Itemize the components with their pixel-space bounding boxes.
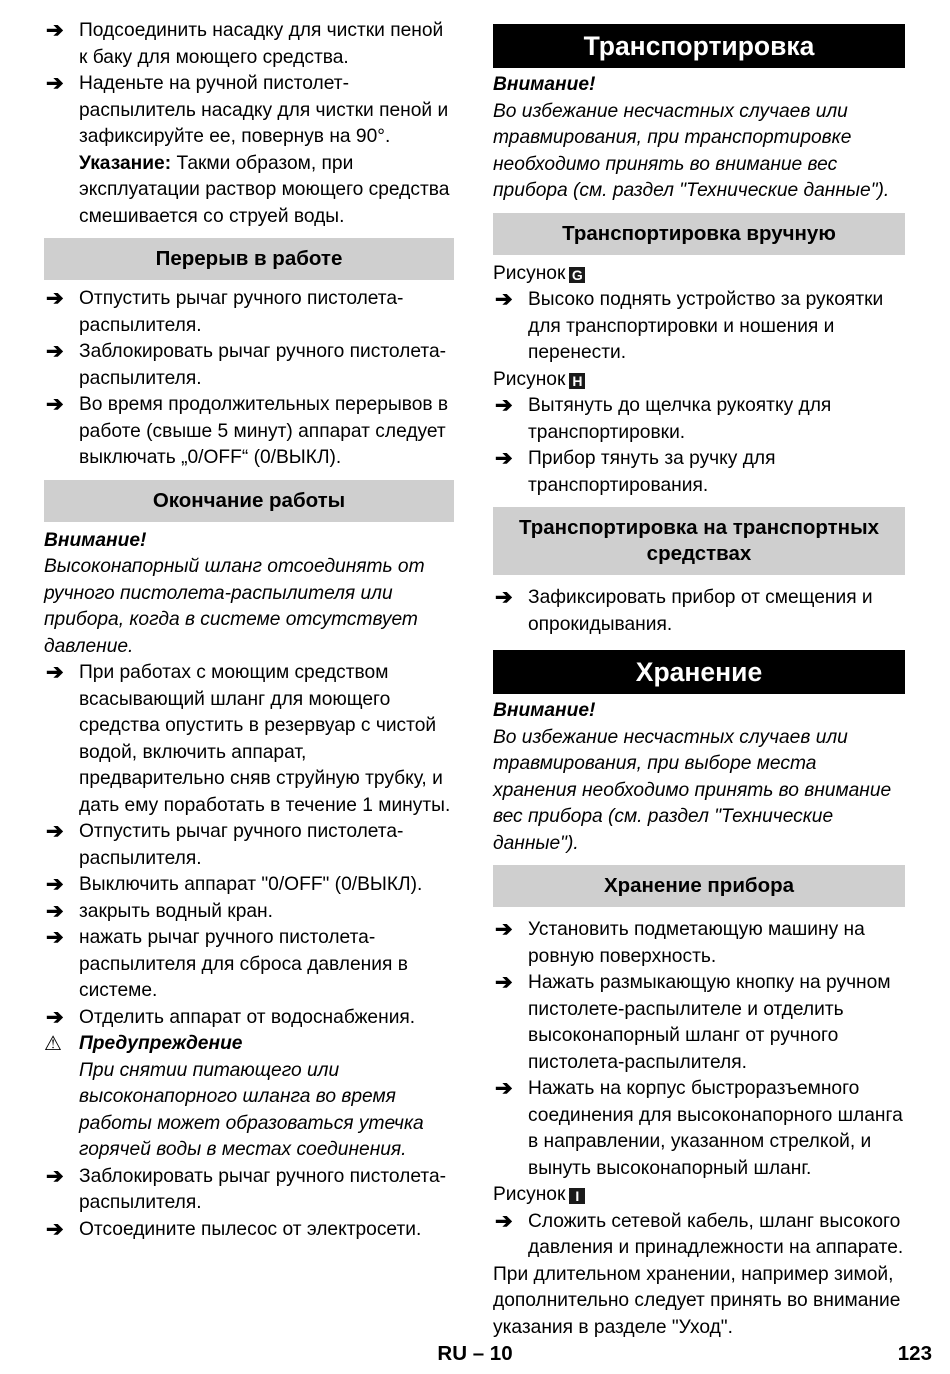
attention-label: Внимание! (44, 529, 147, 551)
arrow-icon: ➔ (46, 1217, 64, 1241)
list-item: ➔ Зафиксировать прибор от смещения и опрокидывания. (495, 586, 873, 635)
attention-label: Внимание! (493, 74, 596, 95)
warning-text: При снятии питающего или высоконапорного шланга во время работы может образоваться утечка горячей воды в местах соединения. (79, 1059, 424, 1160)
arrow-icon: ➔ (46, 820, 64, 843)
arrow-icon: ➔ (495, 394, 513, 417)
list-item: ➔ Установить подметающую машину на ровную поверхность. (495, 918, 865, 967)
list-item: ➔ Нажать размыкающую кнопку на ручном пистолете-распылителе и отделить высоконапорный шланг от ручного пистолета-распылителя. (495, 971, 891, 1073)
list-item: ➔ Выключить аппарат "0/OFF" (0/ВЫКЛ). (44, 872, 454, 899)
attention-text: Высоконапорный шланг отсоединять от ручного пистолета-распылителя или прибора, когда в системе отсутствует давление. (44, 556, 425, 657)
section-heading-pause: Перерыв в работе (44, 238, 454, 280)
list-item: ➔ закрыть водный кран. (44, 899, 454, 926)
arrow-icon: ➔ (46, 340, 64, 363)
section-heading-storage: Хранение (493, 650, 905, 694)
note-text: Такми образом, при эксплуатации раствор моющего средства смешивается со струей воды. (79, 152, 450, 227)
arrow-icon: ➔ (46, 72, 64, 95)
list-item: ➔ Нажать на корпус быстроразъемного соединения для высоконапорного шланга в направлении, указанном стрелкой, и вынуть высоконапорный шланг. (495, 1077, 903, 1179)
list-item: ➔ Отпустить рычаг ручного пистолета-распылителя. (46, 287, 404, 336)
attention-label: Внимание! (493, 700, 596, 721)
right-column (493, 18, 905, 1341)
figure-reference: Рисунок I (493, 1182, 905, 1209)
list-item: ➔ Высоко поднять устройство за рукоятки для транспортировки и ношения и перенести. (495, 288, 884, 363)
arrow-icon: ➔ (46, 899, 64, 923)
section-heading-vehicle-transport: Транспортировка на транспортных средствах (493, 507, 905, 575)
figure-reference: Рисунок G (493, 261, 905, 288)
note-label: Указание: (79, 152, 172, 174)
attention-text: Во избежание несчастных случаев или травмирования, при транспортировке необходимо принять во внимание вес прибора (см. раздел "Технические данные"). (493, 100, 890, 201)
warning-block (44, 1031, 454, 1164)
arrow-icon: ➔ (495, 971, 513, 994)
list-item: ➔ Вытянуть до щелчка рукоятку для транспортировки. (495, 394, 832, 443)
arrow-icon: ➔ (495, 1077, 513, 1100)
list-item: ➔ Отсоедините пылесос от электросети. (44, 1217, 454, 1244)
figure-letter-badge: H (569, 373, 585, 389)
arrow-icon: ➔ (495, 1209, 513, 1233)
closing-paragraph: При длительном хранении, например зимой, дополнительно следует принять во внимание указания в разделе "Уход". (493, 1263, 901, 1338)
figure-letter-badge: I (569, 1188, 585, 1204)
list-item: ➔ Заблокировать рычаг ручного пистолета-распылителя. (46, 1164, 447, 1213)
list-item: ➔ Прибор тянуть за ручку для транспортирования. (495, 447, 776, 496)
left-column (44, 18, 454, 1243)
section-heading-finish: Окончание работы (44, 480, 454, 522)
list-item: ➔ Подсоединить насадку для чистки пеной к баку для моющего средства. (46, 19, 444, 68)
figure-letter-badge: G (569, 267, 585, 283)
warning-title: Предупреждение (79, 1033, 243, 1054)
attention-text: Во избежание несчастных случаев или травмирования, при выборе места хранения необходимо принять во внимание вес прибора (см. раздел "Технические данные"). (493, 726, 892, 854)
list-item: ➔ Во время продолжительных перерывов в работе (свыше 5 минут) аппарат следует выключать „0/OFF“ (0/ВЫКЛ). (46, 393, 449, 468)
note (44, 151, 454, 231)
arrow-icon: ➔ (46, 1005, 64, 1029)
arrow-icon: ➔ (46, 926, 64, 949)
arrow-icon: ➔ (495, 447, 513, 470)
arrow-icon: ➔ (495, 586, 513, 609)
footer-section-label: RU – 10 (437, 1342, 513, 1365)
list-item: ➔ Сложить сетевой кабель, шланг высокого давления и принадлежности на аппарате. (495, 1209, 904, 1258)
list-item: ➔ Отделить аппарат от водоснабжения. (44, 1005, 454, 1032)
section-heading-manual-transport: Транспортировка вручную (493, 213, 905, 255)
list-item: ➔ Наденьте на ручной пистолет-распылитель насадку для чистки пеной и зафиксируйте ее, повернув на 90°. (46, 72, 449, 147)
section-heading-transport: Транспортировка (493, 24, 905, 68)
arrow-icon: ➔ (495, 918, 513, 941)
list-item: ➔ Заблокировать рычаг ручного пистолета-распылителя. (46, 340, 447, 389)
list-item: ➔ нажать рычаг ручного пистолета-распылителя для сброса давления в системе. (46, 926, 408, 1001)
arrow-icon: ➔ (46, 393, 64, 416)
arrow-icon: ➔ (46, 287, 64, 310)
arrow-icon: ➔ (495, 288, 513, 311)
figure-reference: Рисунок H (493, 367, 905, 394)
warning-icon: ⚠ (44, 1033, 62, 1055)
page-number: 123 (897, 1342, 932, 1365)
list-item: ➔ Отпустить рычаг ручного пистолета-распылителя. (46, 820, 404, 869)
arrow-icon: ➔ (46, 19, 64, 42)
list-item: ➔ При работах с моющим средством всасывающий шланг для моющего средства опустить в резервуар с чистой водой, включить аппарат, предварительно сняв струйную трубку, и дать ему поработать в течение 1 минуты. (46, 661, 451, 816)
arrow-icon: ➔ (46, 661, 64, 684)
arrow-icon: ➔ (46, 873, 64, 896)
section-heading-device-storage: Хранение прибора (493, 865, 905, 907)
arrow-icon: ➔ (46, 1164, 64, 1188)
